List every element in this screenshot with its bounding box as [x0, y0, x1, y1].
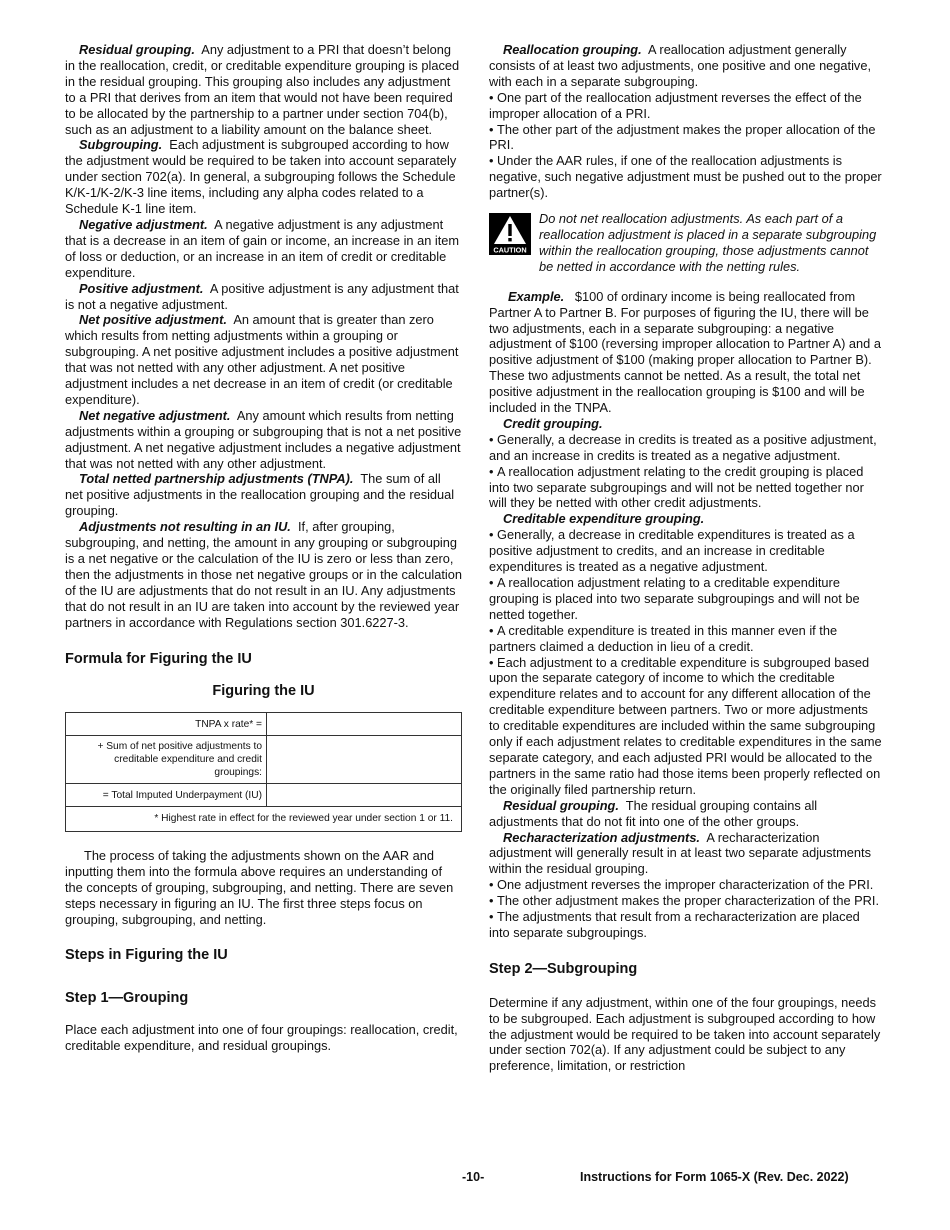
table-row — [66, 713, 462, 736]
step2-heading: Step 2—Subgrouping — [489, 960, 638, 977]
list-item: • The other adjustment makes the proper characterization of the PRI. — [489, 893, 882, 909]
list-item: • Under the AAR rules, if one of the reallocation adjustments is negative, such negative adjustment must be pushed out to the proper partner(s). — [489, 153, 882, 201]
figure-title: Figuring the IU — [212, 683, 315, 700]
paragraph-text: A recharacterization adjustment will generally result in at least two separate adjustments within the residual grouping. — [489, 829, 871, 877]
net-positive-paragraph — [65, 312, 462, 407]
list-item: • A reallocation adjustment relating to the credit grouping is placed into two separate subgroupings and will not be netted together nor will they be netted with other credit adjustments. — [489, 464, 882, 512]
table-cell-label: TNPA x rate* = — [66, 713, 267, 736]
list-item: • Generally, a decrease in creditable expenditures is treated as a positive adjustment to credits, and an increase in creditable expenditures is treated as a negative adjustment. — [489, 527, 882, 575]
caution-box — [489, 211, 882, 275]
paragraph-text: Each adjustment is subgrouped according to how the adjustment would be required to be taken into account separately under section 702(a). In general, a subgrouping follows the Schedule K/K-1/K-2/K-3 line items, including any alpha codes related to a Schedule K-1 line item. — [65, 137, 457, 217]
positive-adjustment-paragraph — [65, 281, 462, 313]
term: Total netted partnership adjustments (TNPA). — [79, 471, 354, 487]
table-row — [66, 807, 462, 832]
term: Recharacterization adjustments. — [503, 829, 700, 845]
table-cell-value — [267, 713, 462, 736]
not-iu-paragraph — [65, 519, 462, 630]
table-cell-value — [267, 736, 462, 784]
table-row — [66, 784, 462, 807]
credit-grouping-heading — [489, 416, 882, 432]
paragraph-text: Any amount which results from netting adjustments within a grouping or subgrouping that is not a net positive adjustment. A net negative adjustment includes a negative adjustment that was not netted with any other adjustment. — [65, 407, 462, 471]
caution-text: Do not net reallocation adjustments. As each part of a reallocation adjustment is placed in a separate subgrouping within the reallocation grouping, those adjustments cannot be netted in accordance with the netting rules. — [539, 211, 877, 274]
net-negative-paragraph — [65, 408, 462, 472]
table-footnote: * Highest rate in effect for the reviewed year under section 1 or 11. — [66, 807, 462, 832]
negative-adjustment-paragraph — [65, 217, 462, 281]
term: Positive adjustment. — [79, 280, 204, 296]
list-item: • Generally, a decrease in credits is treated as a positive adjustment, and an increase in credits is treated as a negative adjustment. — [489, 432, 882, 464]
term: Credit grouping. — [503, 415, 603, 431]
page-number: -10- — [462, 1170, 485, 1184]
term: Negative adjustment. — [79, 216, 208, 232]
step1-paragraph: Place each adjustment into one of four groupings: reallocation, credit, creditable expenditure, and residual groupings. — [65, 1021, 458, 1053]
table-cell-label: + Sum of net positive adjustments to creditable expenditure and credit groupings: — [66, 736, 267, 784]
caution-icon — [489, 213, 531, 255]
term: Residual grouping. — [79, 42, 195, 57]
term: Adjustments not resulting in an IU. — [79, 519, 291, 535]
paragraph-text: The residual grouping contains all adjustments that do not fit into one of the other groups. — [489, 797, 818, 829]
paragraph-text: The sum of all net positive adjustments in the reallocation grouping and the residual grouping. — [65, 471, 455, 519]
term: Net negative adjustment. — [79, 407, 231, 423]
list-item: • A reallocation adjustment relating to a creditable expenditure grouping is placed into two separate subgroupings and will not be netted together. — [489, 575, 882, 623]
residual-grouping-paragraph — [65, 42, 462, 137]
term: Reallocation grouping. — [503, 42, 642, 57]
right-column — [489, 42, 882, 1074]
paragraph-text: A reallocation adjustment generally consists of at least two adjustments, one positive and one negative, with each in a separate subgrouping. — [489, 42, 872, 89]
list-item: • The other part of the adjustment makes the proper allocation of the PRI. — [489, 122, 882, 154]
paragraph-text: $100 of ordinary income is being reallocated from Partner A to Partner B. For purposes of figuring the IU, there will be two adjustments, each in a separate subgrouping: a negative adjustment of $100 (reversing improper allocation to Partner A) and a positive adjustment of $100 (making proper allocation to Partner B). These two adjustments cannot be netted. As a result, the total net positive adjustment in the reallocation grouping is $100 and will be included in the TNPA. — [489, 288, 881, 416]
term: Example. — [508, 288, 565, 304]
term: Net positive adjustment. — [79, 312, 227, 328]
table-cell-label: = Total Imputed Underpayment (IU) — [66, 784, 267, 807]
term: Creditable expenditure grouping. — [503, 511, 705, 527]
example-paragraph — [489, 289, 882, 416]
table-cell-value — [267, 784, 462, 807]
reallocation-paragraph — [489, 42, 882, 90]
paragraph-text: An amount that is greater than zero which results from netting adjustments within a grouping or subgrouping. A net positive adjustment includes a positive adjustment that was not netted with any other adjustment. A net positive adjustment includes a net decrease in an item of credit (or creditable expenditure). — [65, 312, 459, 407]
residual-grouping-paragraph — [489, 798, 882, 830]
paragraph-text: A positive adjustment is any adjustment that is not a negative adjustment. — [65, 280, 459, 312]
form-title: Instructions for Form 1065-X (Rev. Dec. 2022) — [580, 1170, 849, 1184]
step2-paragraph: Determine if any adjustment, within one of the four groupings, needs to be subgrouped. Each adjustment is subgrouped according to how the adjustment would be required to be taken into account separately under section 702(a). If any adjustment could be subject to any preference, limitation, or restriction — [489, 994, 881, 1074]
table-row — [66, 736, 462, 784]
tnpa-paragraph — [65, 471, 462, 519]
paragraph-text: A negative adjustment is any adjustment that is a decrease in an item of gain or income, an increase in an item of loss or deduction, or an increase in an item of credit or creditable expenditure. — [65, 216, 460, 280]
term: Residual grouping. — [503, 797, 619, 813]
caution-label: CAUTION — [493, 245, 527, 255]
step1-heading: Step 1—Grouping — [65, 989, 189, 1006]
list-item: • One part of the reallocation adjustment reverses the effect of the improper allocation of a PRI. — [489, 90, 882, 122]
steps-heading: Steps in Figuring the IU — [65, 946, 228, 963]
recharacterization-paragraph — [489, 830, 882, 878]
iu-formula-table — [65, 712, 462, 832]
paragraph-text: Any adjustment to a PRI that doesn’t belong in the reallocation, credit, or creditable expenditure grouping is placed in the residual grouping. This grouping also includes any adjustment to a PRI that derives from an item that would not have been required to be allocated by the partnership to a partner under section 704(b), such as an adjustment to a liability amount on the balance sheet. — [65, 42, 460, 137]
list-item: • Each adjustment to a creditable expenditure is subgrouped based upon the separate category of income to which the creditable expenditure relates and to account for any different allocation of the creditable expenditure between partners. Two or more adjustments to creditable expenditures are included within the same subgrouping only if each adjustment relates to creditable expenditures in the same separate category, and each adjusted PRI would be allocated to the partners in the same ratio had those items been properly reflected on the originally filed partnership return. — [489, 655, 882, 798]
process-paragraph: The process of taking the adjustments shown on the AAR and inputting them into the formula above requires an understanding of the concepts of grouping, subgrouping, and netting. There are seven steps necessary in figuring an IU. The first three steps focus on grouping, subgrouping, and netting. — [65, 848, 454, 927]
subgrouping-paragraph — [65, 137, 462, 217]
list-item: • A creditable expenditure is treated in this manner even if the partners claimed a deduction in lieu of a credit. — [489, 623, 882, 655]
paragraph-text: If, after grouping, subgrouping, and netting, the amount in any grouping or subgrouping is a net negative or the calculation of the IU is zero or less than zero, then the adjustments in those net negative groups or in the calculation of the IU are adjustments that do not result in an IU. Any adjustments that do not result in an IU are taken into account by the reviewed year partners in accordance with Regulations section 301.6227-3. — [65, 519, 462, 630]
list-item: • The adjustments that result from a recharacterization are placed into separate subgroupings. — [489, 909, 882, 941]
formula-heading: Formula for Figuring the IU — [65, 650, 252, 667]
creditable-grouping-heading — [489, 511, 882, 527]
term: Subgrouping. — [79, 137, 163, 153]
list-item: • One adjustment reverses the improper characterization of the PRI. — [489, 877, 882, 893]
left-column — [65, 42, 462, 1054]
